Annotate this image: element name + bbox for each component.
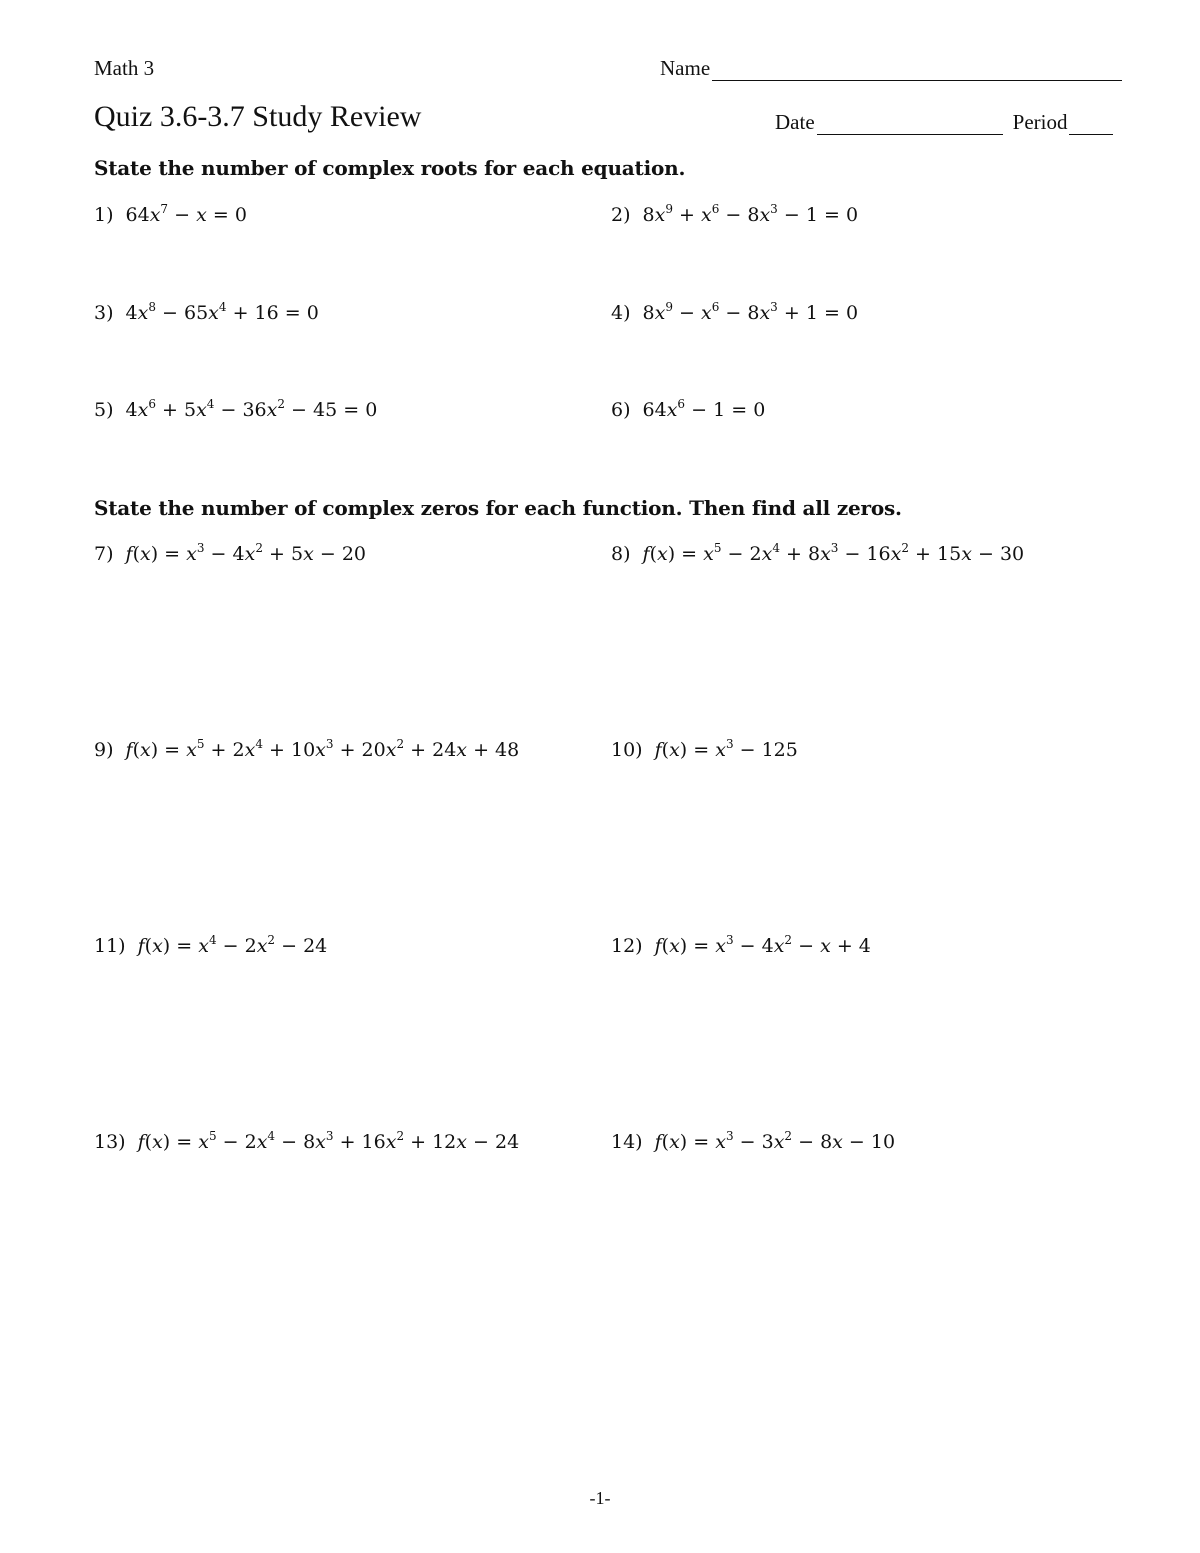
- problem-item: [611, 399, 765, 421]
- problem-number: 5): [94, 399, 114, 421]
- problem-item: [611, 302, 858, 324]
- problem-equation: $f(x) = x^4 - 2x^2 - 24$: [137, 933, 328, 957]
- course-label: Math 3: [94, 56, 155, 80]
- name-blank-line[interactable]: [712, 60, 1122, 81]
- problem-number: 11): [94, 935, 126, 957]
- page-title: Quiz 3.6-3.7 Study Review: [94, 100, 422, 133]
- period-label: Period: [1012, 110, 1068, 134]
- date-label: Date: [775, 110, 815, 134]
- problem-item: [94, 935, 327, 957]
- problem-equation: $f(x) = x^3 - 3x^2 - 8x - 10$: [654, 1129, 896, 1153]
- problem-equation: $f(x) = x^3 - 125$: [654, 737, 798, 761]
- problem-equation: $4x^6 + 5x^4 - 36x^2 - 45 = 0$: [125, 397, 378, 421]
- problem-number: 1): [94, 204, 114, 226]
- period-blank-line[interactable]: [1069, 114, 1113, 135]
- problem-number: 6): [611, 399, 631, 421]
- problem-equation: $f(x) = x^5 - 2x^4 - 8x^3 + 16x^2 + 12x - 24$: [137, 1129, 520, 1153]
- page-number: -1-: [589, 1488, 611, 1508]
- problem-number: 12): [611, 935, 643, 957]
- problem-equation: $64x^7 - x = 0$: [125, 202, 247, 226]
- problem-item: [611, 204, 858, 226]
- problem-number: 14): [611, 1131, 643, 1153]
- problem-number: 4): [611, 302, 631, 324]
- name-field[interactable]: [660, 56, 1122, 81]
- problem-number: 10): [611, 739, 643, 761]
- date-blank-line[interactable]: [817, 114, 1003, 135]
- problem-item: [94, 204, 247, 226]
- problem-item: [611, 1131, 895, 1153]
- problem-equation: $8x^9 - x^6 - 8x^3 + 1 = 0$: [642, 300, 859, 324]
- date-period-field: [775, 110, 1113, 135]
- problem-item: [611, 935, 871, 957]
- problem-number: 13): [94, 1131, 126, 1153]
- section-instruction: State the number of complex zeros for each function. Then find all zeros.: [94, 496, 902, 520]
- problem-item: [611, 739, 798, 761]
- name-label: Name: [660, 56, 711, 80]
- problem-number: 2): [611, 204, 631, 226]
- problem-equation: $f(x) = x^3 - 4x^2 + 5x - 20$: [125, 541, 366, 565]
- problem-equation: $64x^6 - 1 = 0$: [642, 397, 766, 421]
- problem-number: 7): [94, 543, 114, 565]
- problem-number: 3): [94, 302, 114, 324]
- problem-equation: $f(x) = x^3 - 4x^2 - x + 4$: [654, 933, 871, 957]
- problem-equation: $4x^8 - 65x^4 + 16 = 0$: [125, 300, 319, 324]
- problem-number: 9): [94, 739, 114, 761]
- problem-equation: $8x^9 + x^6 - 8x^3 - 1 = 0$: [642, 202, 859, 226]
- problem-item: [94, 1131, 519, 1153]
- problem-item: [611, 543, 1024, 565]
- problem-item: [94, 543, 366, 565]
- section-instruction: State the number of complex roots for each equation.: [94, 156, 686, 180]
- problem-equation: $f(x) = x^5 + 2x^4 + 10x^3 + 20x^2 + 24x + 48$: [125, 737, 520, 761]
- problem-number: 8): [611, 543, 631, 565]
- problem-item: [94, 739, 519, 761]
- problem-equation: $f(x) = x^5 - 2x^4 + 8x^3 - 16x^2 + 15x - 30$: [642, 541, 1025, 565]
- problem-item: [94, 399, 377, 421]
- problem-item: [94, 302, 319, 324]
